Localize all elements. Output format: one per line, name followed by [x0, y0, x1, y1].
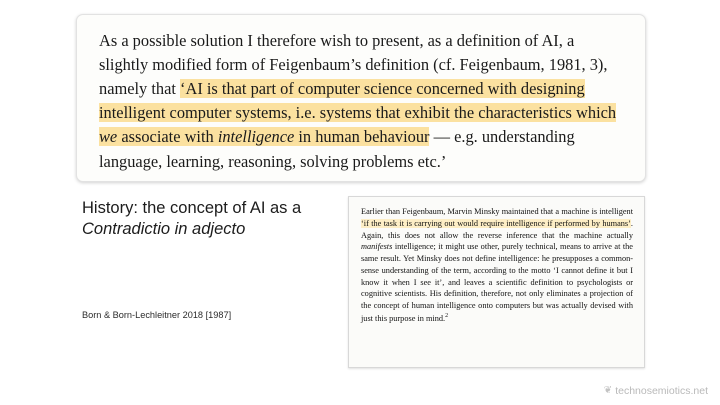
caption-block — [82, 198, 322, 320]
excerpt-highlight: ‘if the task it is carrying out would require intelligence if performed by humans’ — [361, 218, 631, 228]
watermark-icon: ❦ — [603, 385, 613, 396]
caption-source: Born & Born-Lechleitner 2018 [1987] — [82, 310, 232, 320]
excerpt-segment-3: intelligence; it might use other, purely technical, means to arrive at the same result. Yet Minsky does not define intelligence: he presupposes a common-sense understanding of the term, according to the motto ‘I cannot define it but I know it when I see it’, and leaves a scientific definition to psychologists or cognitive scientists. His definition, therefore, not only eliminates a projection of the concept of human intelligence onto computers but was actually devised with just this purpose in mind. — [361, 242, 633, 323]
caption-title-latin: Contradictio in adjecto — [82, 220, 246, 239]
excerpt-card — [348, 196, 645, 368]
excerpt-segment-2: . Again, this does not allow the reverse inference that the machine actually — [361, 218, 633, 240]
quote-highlight-intelligence: intelligence — [217, 127, 295, 147]
excerpt-footnote-marker: 2 — [445, 313, 449, 320]
quote-highlight-we: we — [99, 127, 118, 147]
quotation-text — [99, 29, 627, 174]
quote-segment-intro: As a possible solution I therefore wish to present, as a definition of AI, a slightly modified form of Feigenbaum’s definition (cf. Feigenbaum, 1981, 3), namely that — [99, 31, 608, 99]
watermark — [604, 385, 708, 397]
caption-title-plain: History: the concept of AI as a — [82, 199, 302, 217]
quote-segment-tail: — e.g. understanding language, learning, reasoning, solving problems etc.’ — [99, 127, 575, 171]
quote-highlight-part1: ‘AI is that part of computer science concerned with designing intelligent computer systems, i.e. systems that exhibit the characteristics which — [99, 79, 617, 123]
excerpt-italic-manifests: manifests — [361, 242, 393, 252]
quotation-card — [76, 14, 646, 182]
caption-title — [82, 198, 322, 241]
excerpt-segment-1: Earlier than Feigenbaum, Marvin Minsky maintained that a machine is intelligent — [361, 207, 633, 216]
quote-highlight-part2: associate with — [117, 127, 218, 147]
quote-highlight-part3: in human behaviour — [294, 127, 430, 147]
excerpt-text — [361, 206, 633, 325]
watermark-text: technosemiotics.net — [615, 385, 708, 397]
